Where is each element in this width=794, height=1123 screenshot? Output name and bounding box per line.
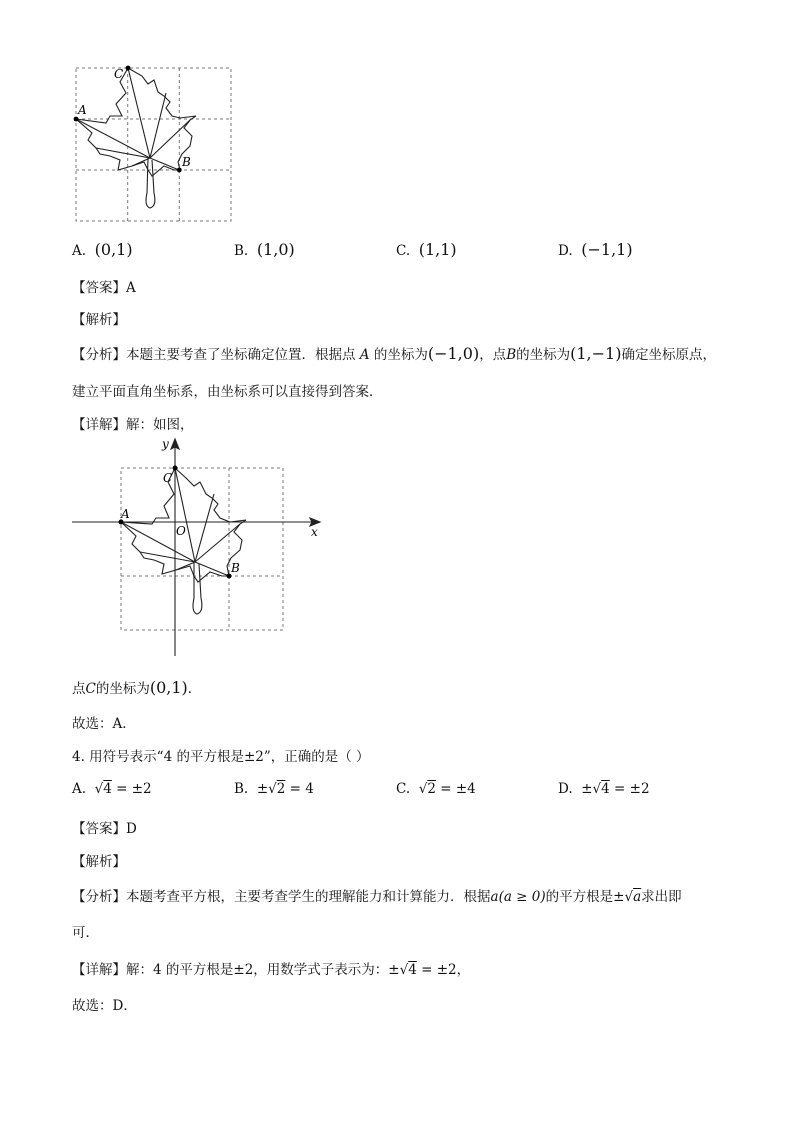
q4-fenxi-line2: 可． <box>72 925 99 941</box>
q3-option-b: B. (1,0) <box>234 240 295 259</box>
q3-option-c: C. (1,1) <box>396 240 457 259</box>
q4-fenxi-line1: 【分析】本题考查平方根，主要考查学生的理解能力和计算能力．根据a(a ≥ 0)的平方根是±√a求出即 <box>72 889 682 905</box>
q4-option-b: B. ±√2 = 4 <box>234 781 314 797</box>
maple-leaf-coordinate-figure <box>70 436 330 660</box>
label-C: C <box>114 67 124 81</box>
q4-analysis-tag: 【解析】 <box>72 854 126 870</box>
label-B: B <box>182 155 191 169</box>
label-C: C <box>163 471 173 485</box>
q3-choose: 故选：A． <box>72 716 136 732</box>
label-A: A <box>121 507 130 521</box>
origin-label: O <box>176 524 186 538</box>
q3-detail: 【详解】解：如图， <box>72 417 194 433</box>
q3-option-a: A. (0,1) <box>72 240 133 259</box>
q4-detail: 【详解】解：4 的平方根是±2，用数学式子表示为：±√4 = ±2， <box>72 962 471 978</box>
q3-fenxi-line2: 建立平面直角坐标系，由坐标系可以直接得到答案． <box>72 384 383 400</box>
q4-option-d: D. ±√4 = ±2 <box>558 781 650 797</box>
axis-label-x: x <box>311 525 318 539</box>
maple-leaf-figure-1 <box>60 58 250 233</box>
label-B: B <box>231 561 240 575</box>
label-A: A <box>78 103 87 117</box>
q3-fenxi-line1: 【分析】本题主要考查了坐标确定位置．根据点 A 的坐标为(−1,0)，点B的坐标为(1,−1)确定坐标原点， <box>72 344 716 363</box>
leaf-outline <box>76 68 196 208</box>
axis-label-y: y <box>162 437 169 451</box>
q4-stem: 4. 用符号表示“4 的平方根是±2”，正确的是（ ） <box>72 749 370 765</box>
q3-result: 点C的坐标为(0,1)． <box>72 678 202 697</box>
q4-answer: 【答案】D <box>72 821 137 837</box>
q4-option-a: A. √4 = ±2 <box>72 781 152 797</box>
q4-option-c: C. √2 = ±4 <box>396 781 476 797</box>
q4-choose: 故选：D． <box>72 998 137 1014</box>
q3-option-d: D. (−1,1) <box>558 240 633 259</box>
q3-answer: 【答案】A <box>72 280 136 296</box>
q3-analysis-tag: 【解析】 <box>72 312 126 328</box>
leaf-outline <box>121 468 246 614</box>
